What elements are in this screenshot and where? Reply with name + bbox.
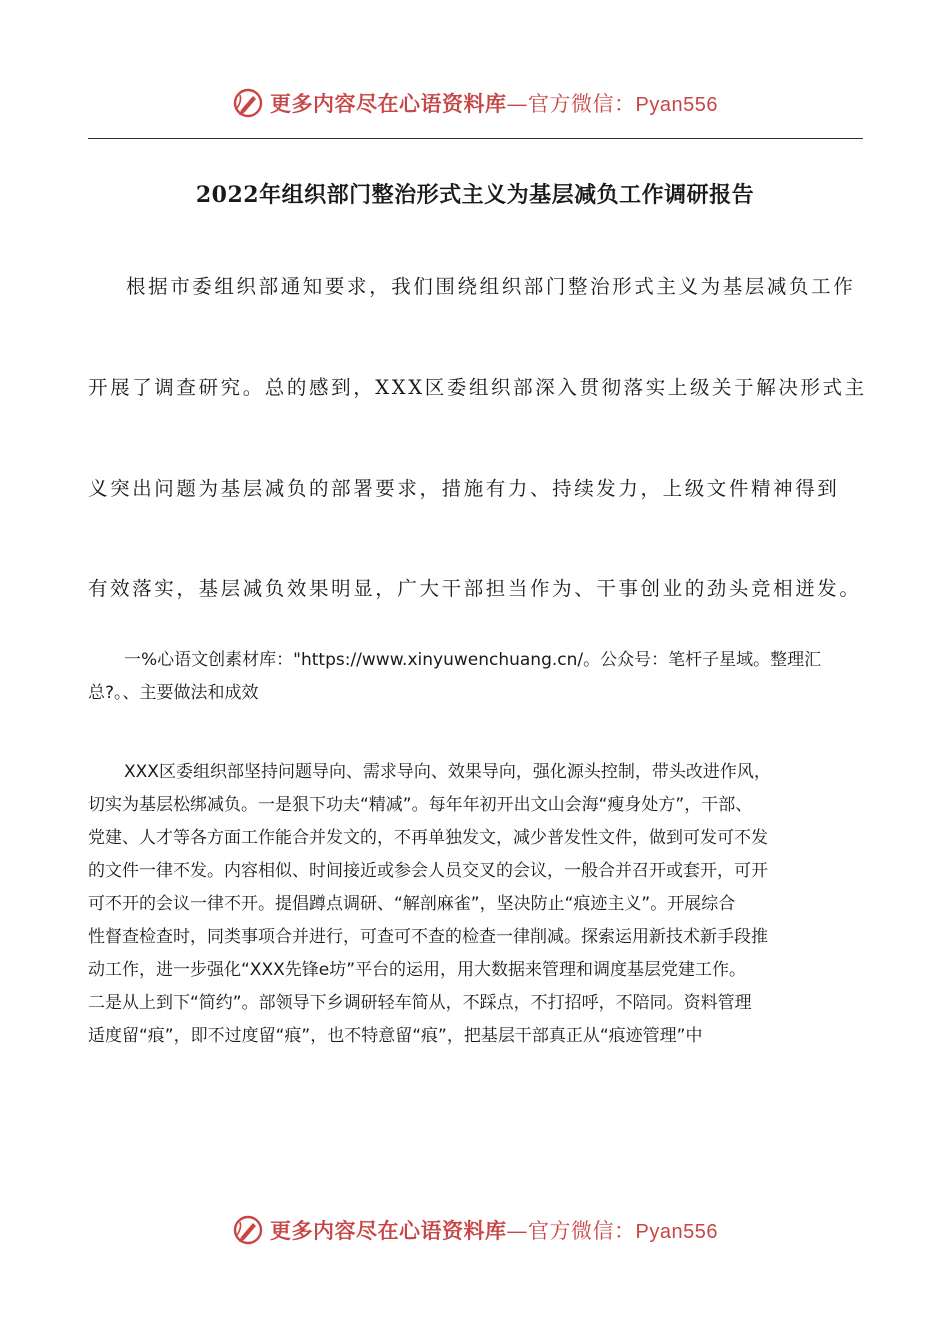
- body-line: 切实为基层松绑减负。一是狠下功夫“精减”。每年年初开出文山会海“瘦身处方”，干部、: [88, 795, 753, 815]
- body-line: 二是从上到下“简约”。部领导下乡调研轻车简从，不踩点，不打招呼，不陪同。资料管理: [88, 993, 752, 1013]
- pen-logo-icon: [232, 1214, 264, 1246]
- notice-line: 一%心语文创素材库："https://www.xinyuwenchuang.cn/。公众号：笔杆子星域。整理汇: [124, 650, 822, 670]
- banner-wechat-id: Pyan556: [635, 1221, 718, 1243]
- body-line: 可不开的会议一律不开。提倡蹲点调研、“解剖麻雀”，坚决防止“痕迹主义”。开展综合: [88, 894, 736, 914]
- banner-text: [270, 88, 718, 118]
- body-paragraph: [88, 756, 863, 1053]
- banner-main-text: 更多内容尽在心语资料库: [270, 91, 507, 116]
- header-banner: [0, 83, 950, 123]
- header-divider: [88, 138, 863, 139]
- banner-main-text: 更多内容尽在心语资料库: [270, 1218, 507, 1243]
- intro-line-4: 有效落实，基层减负效果明显，广大干部担当作为、干事创业的劲头竞相迸发。: [88, 577, 862, 600]
- notice-line: 总?。、主要做法和成效: [88, 683, 259, 703]
- document-title: 2022年组织部门整治形式主义为基层减负工作调研报告: [195, 182, 755, 208]
- body-line: 的文件一律不发。内容相似、时间接近或参会人员交叉的会议，一般合并召开或套开，可开: [88, 861, 768, 881]
- intro-line-3: 义突出问题为基层减负的部署要求，措施有力、持续发力，上级文件精神得到: [88, 477, 840, 500]
- banner-dash: —: [506, 1219, 529, 1243]
- body-line: XXX区委组织部坚持问题导向、需求导向、效果导向，强化源头控制，带头改进作风，: [124, 762, 771, 782]
- body-line: 党建、人才等各方面工作能合并发文的，不再单独发文，减少普发性文件，做到可发可不发: [88, 828, 768, 848]
- banner-wechat-label: 官方微信：: [528, 1219, 636, 1243]
- body-line: 适度留“痕”，即不过度留“痕”，也不特意留“痕”，把基层干部真正从“痕迹管理”中: [88, 1026, 703, 1046]
- body-line: 动工作，进一步强化“XXX先锋e坊”平台的运用，用大数据来管理和调度基层党建工作。: [88, 960, 747, 980]
- body-line: 性督查检查时，同类事项合并进行，可查可不查的检查一律削减。探索运用新技术新手段推: [88, 927, 768, 947]
- pen-logo-icon: [232, 87, 264, 119]
- banner-wechat-label: 官方微信：: [528, 92, 636, 116]
- intro-line-1: 根据市委组织部通知要求，我们围绕组织部门整治形式主义为基层减负工作: [126, 275, 856, 298]
- footer-banner: [0, 1210, 950, 1250]
- banner-text: [270, 1215, 718, 1245]
- notice-paragraph: [88, 644, 863, 710]
- banner-dash: —: [506, 92, 529, 116]
- banner-wechat-id: Pyan556: [635, 94, 718, 116]
- intro-line-2: 开展了调查研究。总的感到，XXX区委组织部深入贯彻落实上级关于解决形式主: [88, 376, 867, 399]
